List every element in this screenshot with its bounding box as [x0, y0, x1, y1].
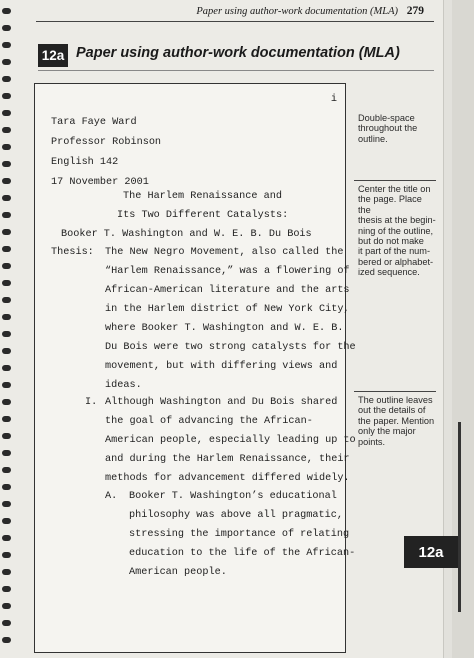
binding-ring: [2, 586, 11, 592]
binding-ring: [2, 365, 11, 371]
header-date: 17 November 2001: [51, 177, 149, 188]
title-line-1: The Harlem Renaissance and: [123, 191, 282, 202]
margin-note-details: The outline leaves out the details of the paper. Mention only the major points.: [358, 395, 435, 447]
binding-ring: [2, 297, 11, 303]
binding-ring: [2, 212, 11, 218]
outline-I-label: I.: [85, 397, 98, 408]
binding-ring: [2, 178, 11, 184]
header-name: Tara Faye Ward: [51, 117, 137, 128]
outline-I-line: methods for advancement differed widely.: [105, 473, 350, 484]
sample-outline-page: [34, 83, 356, 653]
outline-A-line: education to the life of the African-: [129, 548, 356, 559]
binding-ring: [2, 484, 11, 490]
header-course: English 142: [51, 157, 119, 168]
binding-ring: [2, 127, 11, 133]
outline-A-line: stressing the importance of relating: [129, 529, 350, 540]
binding-ring: [2, 535, 11, 541]
binding-ring: [2, 399, 11, 405]
header-professor: Professor Robinson: [51, 137, 162, 148]
thesis-line: where Booker T. Washington and W. E. B.: [105, 323, 344, 334]
binding-ring: [2, 416, 11, 422]
binding-ring: [2, 59, 11, 65]
binding-ring: [2, 93, 11, 99]
header-rule: [36, 21, 434, 22]
binding-ring: [2, 552, 11, 558]
binding-ring: [2, 110, 11, 116]
spiral-binding: [0, 0, 20, 658]
margin-note-spacing: Double-space throughout the outline.: [358, 113, 418, 144]
outline-A-line: philosophy was above all pragmatic,: [129, 510, 343, 521]
section-rule: [38, 70, 434, 71]
outline-A-line: American people.: [129, 567, 227, 578]
thesis-line: movement, but with differing views and: [105, 361, 338, 372]
binding-ring: [2, 280, 11, 286]
thesis-line: in the Harlem district of New York City,: [105, 304, 350, 315]
binding-ring: [2, 433, 11, 439]
binding-ring: [2, 8, 11, 14]
title-line-2: Its Two Different Catalysts:: [117, 210, 289, 221]
binding-ring: [2, 569, 11, 575]
outline-I-line: Although Washington and Du Bois shared: [105, 397, 338, 408]
thumb-tab: 12a: [404, 536, 458, 568]
binding-ring: [2, 518, 11, 524]
outline-I-line: American people, especially leading up to: [105, 435, 356, 446]
note-divider: [354, 391, 436, 392]
thesis-line: The New Negro Movement, also called the: [105, 247, 344, 258]
running-head: Paper using author-work documentation (MLA): [196, 6, 398, 17]
page-number: 279: [406, 5, 424, 17]
outline-A-label: A.: [105, 491, 118, 502]
binding-ring: [2, 144, 11, 150]
binding-ring: [2, 382, 11, 388]
binding-ring: [2, 229, 11, 235]
binding-ring: [2, 501, 11, 507]
section-tag: 12a: [38, 44, 68, 67]
binding-ring: [2, 331, 11, 337]
binding-ring: [2, 161, 11, 167]
page-roman-numeral: i: [330, 94, 337, 105]
binding-ring: [2, 76, 11, 82]
binding-ring: [2, 637, 11, 643]
binding-ring: [2, 25, 11, 31]
note-divider: [354, 180, 436, 181]
thesis-line: African-American literature and the arts: [105, 285, 350, 296]
thumb-tab-edge: [458, 422, 461, 612]
title-line-3: Booker T. Washington and W. E. B. Du Bois: [61, 229, 312, 240]
thesis-line: “Harlem Renaissance,” was a flowering of: [105, 266, 350, 277]
section-title: Paper using author-work documentation (MLA): [76, 45, 400, 61]
binding-ring: [2, 246, 11, 252]
binding-ring: [2, 467, 11, 473]
thesis-label: Thesis:: [51, 247, 94, 258]
thesis-line: Du Bois were two strong catalysts for the: [105, 342, 356, 353]
binding-ring: [2, 42, 11, 48]
binding-ring: [2, 348, 11, 354]
binding-ring: [2, 620, 11, 626]
margin-note-title: Center the title on the page. Place the thesis at the begin- ning of the outline, but do not make it part of the num- bered or alphabet- ized sequence.: [358, 184, 436, 278]
binding-ring: [2, 263, 11, 269]
binding-ring: [2, 195, 11, 201]
binding-ring: [2, 314, 11, 320]
thesis-line: ideas.: [105, 380, 142, 391]
outline-I-line: the goal of advancing the African-: [105, 416, 313, 427]
binding-ring: [2, 603, 11, 609]
outline-A-line: Booker T. Washington’s educational: [129, 491, 337, 502]
binding-ring: [2, 450, 11, 456]
outline-I-line: and during the Harlem Renaissance, their: [105, 454, 350, 465]
